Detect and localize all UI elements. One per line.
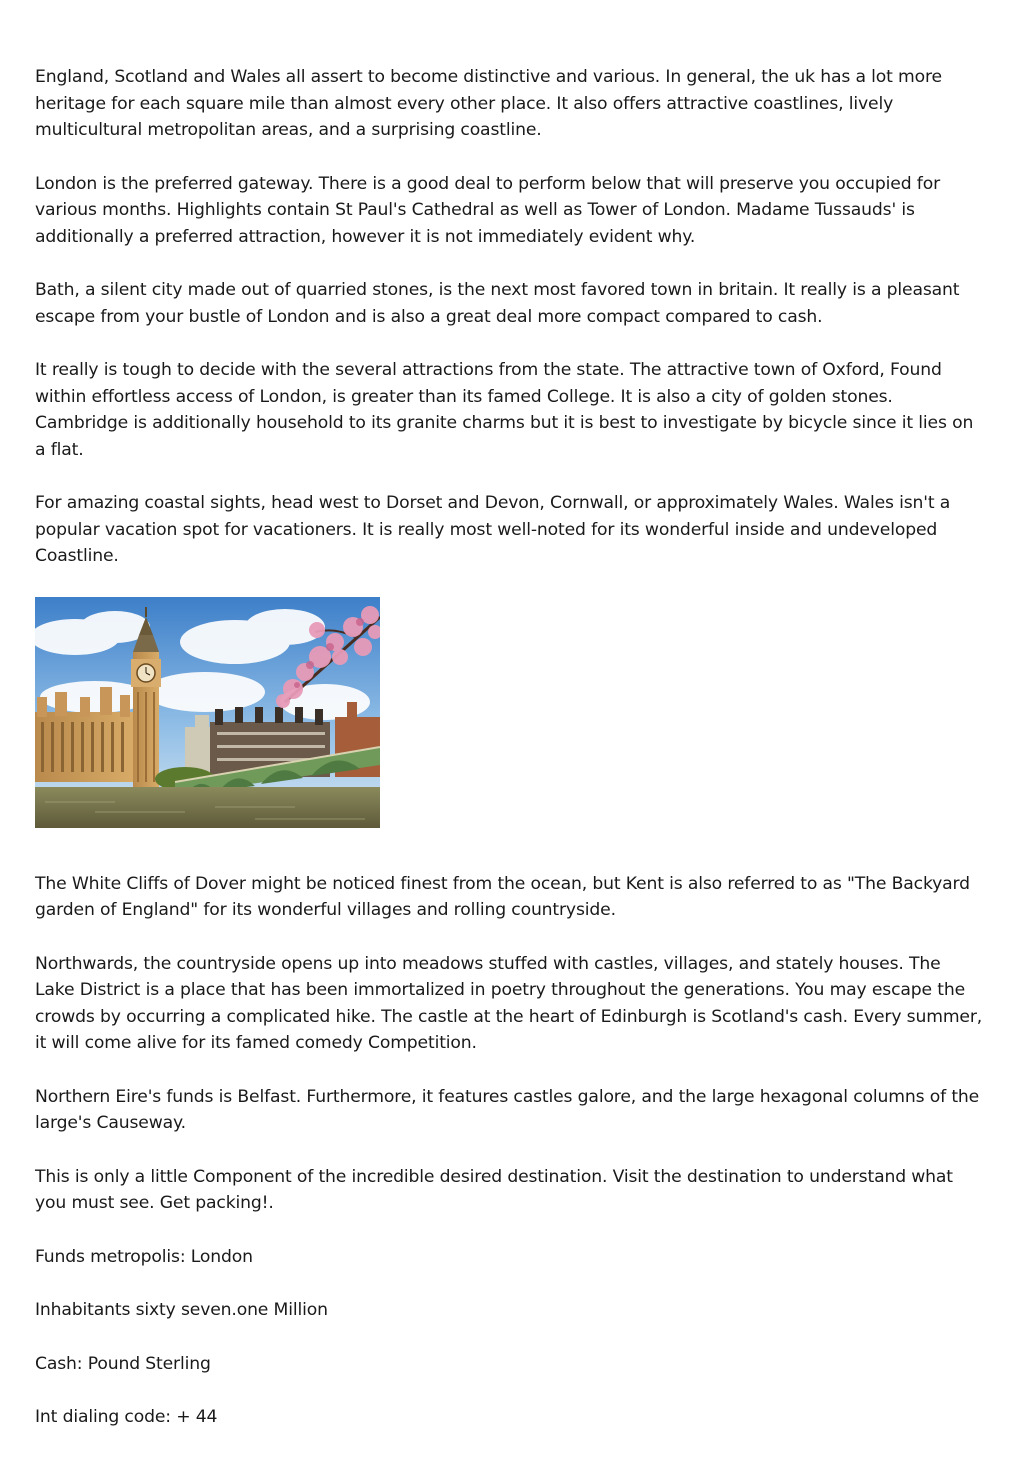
paragraph-dover-kent: The White Cliffs of Dover might be noticed finest from the ocean, but Kent is also referred to as "The Backyard garden of England" for its wonderful villages and rolling countryside.	[35, 873, 970, 920]
paragraph-closing: This is only a little Component of the incredible desired destination. Visit the destination to understand what you must see. Get packing!.	[35, 1166, 953, 1213]
big-ben-westminster-photo	[35, 597, 380, 828]
fact-dialing-code: Int dialing code: + 44	[35, 1407, 218, 1427]
paragraph-bath: Bath, a silent city made out of quarried stones, is the next most favored town in britain. It really is a pleasant escape from your bustle of London and is also a great deal more compact compared to cash.	[35, 280, 960, 327]
fact-capital: Funds metropolis: London	[35, 1246, 253, 1267]
paragraph-london: London is the preferred gateway. There is a good deal to perform below that will preserve you occupied for various months. Highlights contain St Paul's Cathedral as well as Tower of London. Madame Tussauds' is additionally a preferred attraction, however it is not immediately evident why.	[35, 173, 940, 247]
fact-currency: Cash: Pound Sterling	[35, 1353, 211, 1374]
document-page	[35, 64, 985, 1458]
paragraph-coastal-wales: For amazing coastal sights, head west to Dorset and Devon, Cornwall, or approximately Wales. Wales isn't a popular vacation spot for vacationers. It is really most well-noted for its wonderful inside and undeveloped Coastline.	[35, 493, 951, 566]
fact-population: Inhabitants sixty seven.one Million	[35, 1300, 328, 1320]
paragraph-north-edinburgh: Northwards, the countryside opens up into meadows stuffed with castles, villages, and stately houses. The Lake District is a place that has been immortalized in poetry throughout the generations. You may escape the crowds by occurring a complicated hike. The castle at the heart of Edinburgh is Scotland's cash. Every summer, it will come alive for its famed comedy Competition.	[35, 953, 983, 1053]
paragraph-uk-overview: England, Scotland and Wales all assert to become distinctive and various. In general, the uk has a lot more heritage for each square mile than almost every other place. It also offers attractive coastlines, lively multicultural metropolitan areas, and a surprising coastline.	[35, 67, 942, 140]
paragraph-oxford-cambridge: It really is tough to decide with the several attractions from the state. The attractive town of Oxford, Found within effortless access of London, is greater than its famed College. It is also a city of golden stones. Cambridge is additionally household to its granite charms but it is best to investigate by bicycle since it lies on a flat.	[35, 360, 974, 460]
paragraph-belfast: Northern Eire's funds is Belfast. Furthermore, it features castles galore, and the large hexagonal columns of the large's Causeway.	[35, 1086, 980, 1133]
